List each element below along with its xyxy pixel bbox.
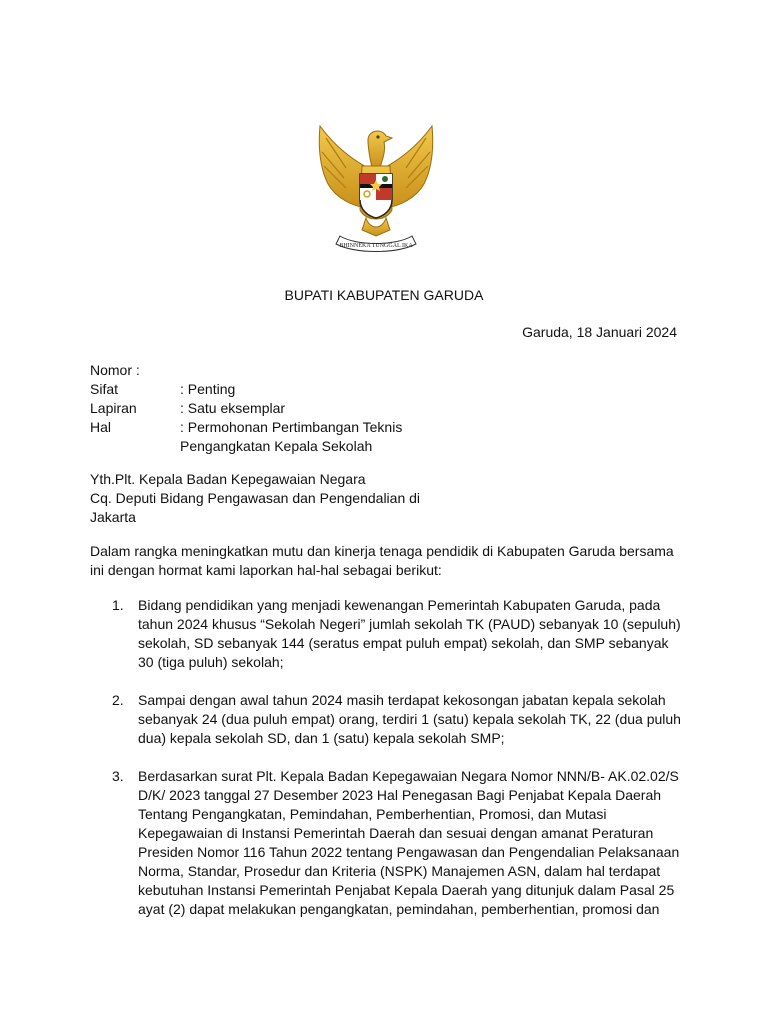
- meta-value: : Permohonan Pertimbangan Teknis Pengangkatan Kepala Sekolah: [180, 419, 403, 454]
- list-item: [90, 691, 690, 748]
- meta-value: : Penting: [180, 381, 236, 397]
- list-item: [90, 767, 690, 919]
- garuda-emblem-icon: [306, 118, 446, 258]
- list-item-number: 1.: [112, 597, 124, 613]
- list-item-line: Sampai dengan awal tahun 2024 masih terdapat kekosongan jabatan kepala sekolah: [138, 692, 666, 708]
- intro-line: Dalam rangka meningkatkan mutu dan kinerja tenaga pendidik di Kabupaten Garuda bersama: [90, 543, 674, 559]
- list-item-number: 3.: [112, 768, 124, 784]
- meta-key: Sifat: [90, 381, 119, 397]
- list-item-text: [138, 767, 678, 919]
- meta-key: Nomor :: [90, 362, 140, 378]
- letter-meta: [90, 361, 402, 456]
- list-item-text: [138, 596, 681, 672]
- list-item-line: sebanyak 24 (dua puluh empat) orang, terdiri 1 (satu) kepala sekolah TK, 22 (dua puluh: [138, 711, 681, 727]
- list-item-line: Bidang pendidikan yang menjadi kewenangan Pemerintah Kabupaten Garuda, pada: [138, 597, 661, 613]
- letter-date: Garuda, 18 Januari 2024: [522, 324, 677, 340]
- intro-paragraph: [90, 542, 680, 580]
- shield-icon: [360, 174, 392, 218]
- meta-value: : Satu eksemplar: [180, 400, 286, 416]
- meta-row-hal: [90, 418, 402, 456]
- list-item-line: sekolah, SD sebanyak 144 (seratus empat puluh empat) sekolah, dan SMP sebanyak: [138, 635, 669, 651]
- list-item-line: Berdasarkan surat Plt. Kepala Badan Kepegawaian Negara Nomor NNN/B- AK.02.02/S: [138, 768, 679, 784]
- addressee-block: Yth.Plt. Kepala Badan Kepegawaian Negara Cq. Deputi Bidang Pengawasan dan Pengendalian di Jakarta: [90, 471, 421, 525]
- meta-key: Hal: [90, 419, 112, 435]
- list-item-line: Presiden Nomor 116 Tahun 2022 tentang Pengawasan dan Pengendalian Pelaksanaan: [138, 844, 680, 860]
- meta-key: Lapiran: [90, 400, 137, 416]
- list-item-line: Tentang Pengangkatan, Pemindahan, Pemberhentian, Promosi, dan Mutasi: [138, 806, 607, 822]
- svg-text:BHINNEKA TUNGGAL IKA: BHINNEKA TUNGGAL IKA: [339, 243, 413, 249]
- list-item-line: tahun 2024 khusus “Sekolah Negeri” jumlah sekolah TK (PAUD) sebanyak 10 (sepuluh): [138, 616, 681, 632]
- list-item-text: [138, 691, 681, 748]
- list-item: [90, 596, 690, 672]
- meta-row-lampiran: [90, 399, 402, 418]
- list-item-line: kebutuhan Instansi Pemerintah Penjabat Kepala Daerah yang ditunjuk dalam Pasal 25: [138, 882, 675, 898]
- meta-row-sifat: [90, 380, 402, 399]
- intro-line: ini dengan hormat kami laporkan hal-hal sebagai berikut:: [90, 562, 442, 578]
- numbered-list: [90, 596, 690, 938]
- list-item-line: Norma, Standar, Prosedur dan Kriteria (NSPK) Manajemen ASN, dalam hal terdapat: [138, 863, 661, 879]
- list-item-number: 2.: [112, 692, 124, 708]
- list-item-line: 30 (tiga puluh) sekolah;: [138, 654, 284, 670]
- list-item-line: ayat (2) dapat melakukan pengangkatan, pemindahan, pemberhentian, promosi dan: [138, 901, 660, 917]
- list-item-line: dua) kepala sekolah SD, dan 1 (satu) kepala sekolah SMP;: [138, 730, 505, 746]
- list-item-line: Kepegawaian di Instansi Pemerintah Daerah dan sesuai dengan amanat Peraturan: [138, 825, 654, 841]
- meta-row-nomor: [90, 361, 402, 380]
- letterhead-title: BUPATI KABUPATEN GARUDA: [284, 287, 484, 303]
- list-item-line: D/K/ 2023 tanggal 27 Desember 2023 Hal Penegasan Bagi Penjabat Kepala Daerah: [138, 787, 662, 803]
